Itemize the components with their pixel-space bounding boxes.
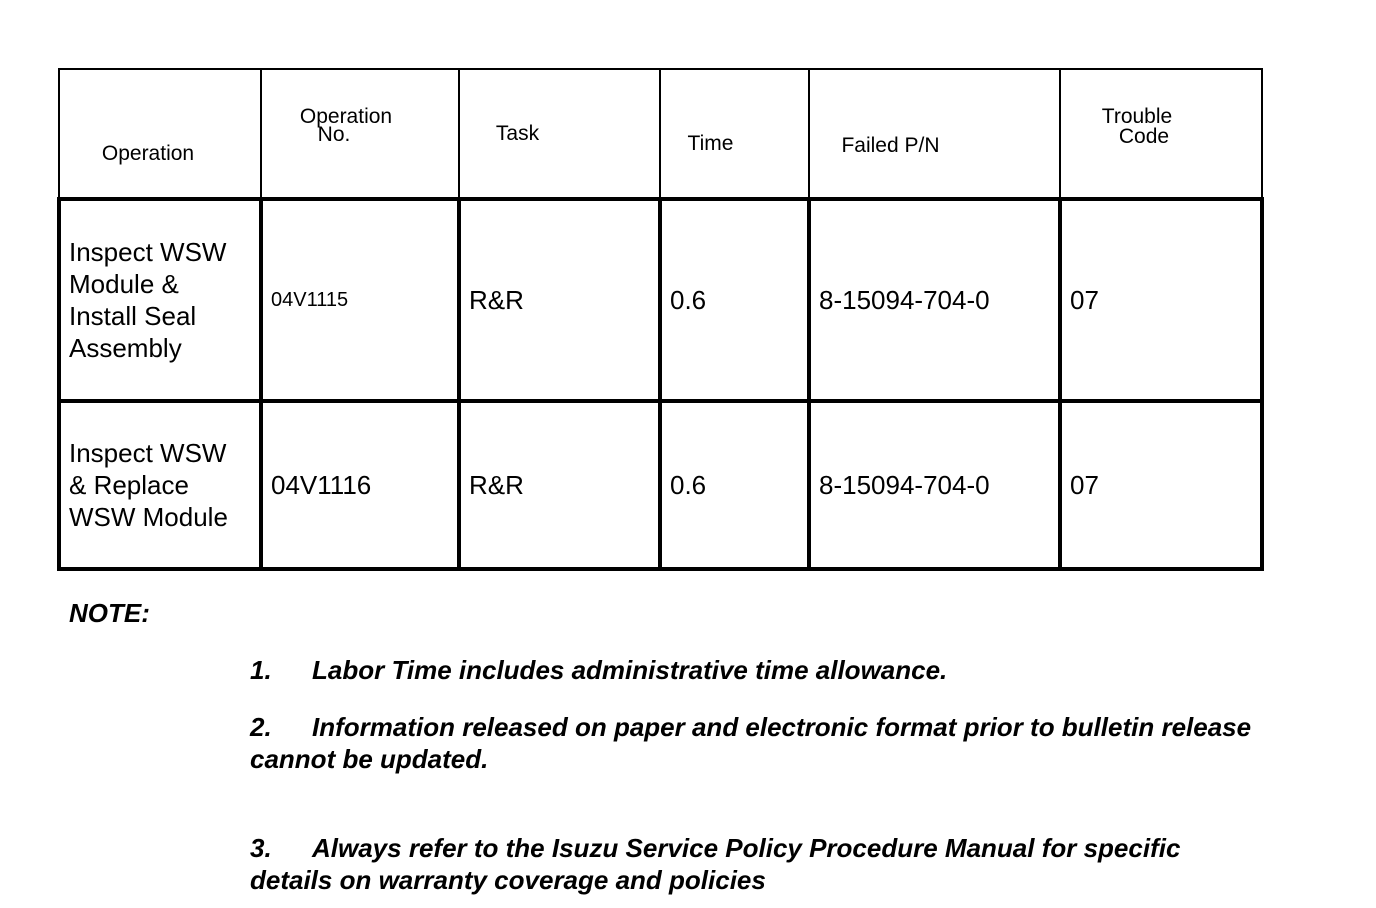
note-item — [250, 832, 1260, 896]
header-trouble-code — [1060, 69, 1262, 199]
operation-line: Inspect WSW — [69, 237, 227, 267]
cell-operation — [59, 199, 261, 401]
operation-line: Assembly — [69, 333, 182, 363]
header-operation — [59, 69, 261, 199]
cell-time: 0.6 — [660, 199, 809, 401]
note-text: Labor Time includes administrative time allowance. — [312, 655, 948, 685]
note-number: 2. — [250, 712, 272, 742]
header-trouble-code-line2: Code — [1118, 124, 1170, 148]
header-operation-no-line2: No. — [317, 122, 351, 146]
cell-task: R&R — [459, 199, 660, 401]
header-time-label: Time — [687, 131, 734, 155]
cell-operation-no: 04V1115 — [261, 199, 459, 401]
header-task — [459, 69, 660, 199]
cell-failed-pn: 8-15094-704-0 — [809, 199, 1060, 401]
header-task-label: Task — [495, 121, 540, 145]
cell-operation — [59, 401, 261, 569]
cell-trouble-code: 07 — [1060, 199, 1262, 401]
operation-line: Inspect WSW — [69, 438, 227, 468]
table-row — [59, 199, 1262, 401]
cell-trouble-code: 07 — [1060, 401, 1262, 569]
header-operation-no-line1: Operation — [299, 104, 393, 128]
operation-line: Module & — [69, 269, 179, 299]
cell-task: R&R — [459, 401, 660, 569]
header-failed-pn — [809, 69, 1060, 199]
note-number: 3. — [250, 833, 272, 863]
labor-operations-table — [57, 68, 1264, 571]
header-operation-label: Operation — [101, 141, 195, 165]
note-text: Always refer to the Isuzu Service Policy Procedure Manual for specific details on warranty coverage and policies — [250, 833, 1181, 895]
note-item — [250, 654, 1260, 686]
operation-line: Install Seal — [69, 301, 197, 331]
cell-time: 0.6 — [660, 401, 809, 569]
operation-line: WSW Module — [69, 502, 228, 532]
note-item — [250, 711, 1260, 775]
note-heading: NOTE: — [69, 598, 150, 628]
table-header-row — [59, 69, 1262, 199]
operation-line: & Replace — [69, 470, 189, 500]
header-trouble-code-line1: Trouble — [1101, 104, 1173, 128]
note-text: Information released on paper and electronic format prior to bulletin release cannot be updated. — [250, 712, 1252, 774]
cell-failed-pn: 8-15094-704-0 — [809, 401, 1060, 569]
header-failed-pn-label: Failed P/N — [841, 133, 940, 157]
cell-operation-no: 04V1116 — [261, 401, 459, 569]
note-number: 1. — [250, 655, 272, 685]
table-row — [59, 401, 1262, 569]
